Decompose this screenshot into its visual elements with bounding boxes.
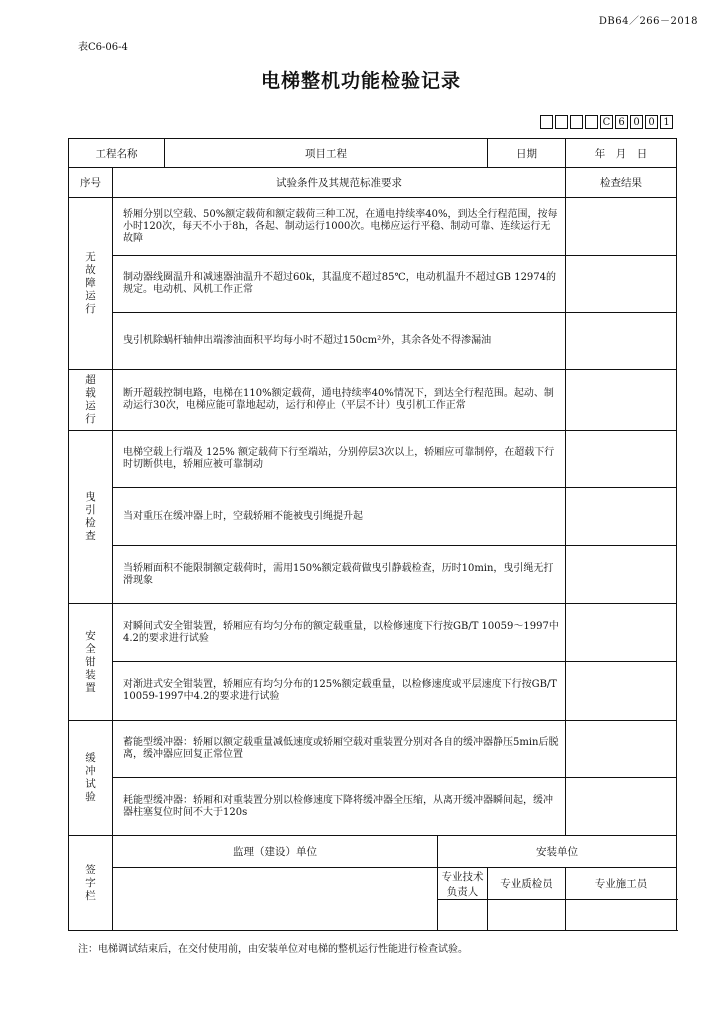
requirement-text: 轿厢分别以空载、50%额定载荷和额定载荷三种工况，在通电持续率40%，到达全行程范围，按每小时120次，每天不小于8h，各起、制动运行1000次。电梯应运行平稳、制动可靠、连续运行无故障 [113, 198, 566, 256]
supervision-unit-label: 监理（建设）单位 [113, 836, 438, 868]
category-label: 超载运行 [85, 374, 96, 425]
code-box: 1 [660, 115, 673, 129]
inspection-form-table [68, 138, 677, 931]
requirement-text: 当轿厢面积不能限制额定载荷时，需用150%额定载荷做曳引静载检查，历时10min，曳引绳无打滑现象 [113, 546, 566, 604]
record-code-boxes [540, 115, 673, 129]
result-cell[interactable] [566, 778, 677, 836]
code-box[interactable] [555, 115, 568, 129]
project-name-label: 工程名称 [69, 139, 165, 168]
result-cell[interactable] [566, 604, 677, 662]
installation-unit-label: 安装单位 [438, 836, 677, 868]
category-buffer-test [69, 721, 113, 836]
project-name-value[interactable]: 项目工程 [165, 139, 488, 168]
result-cell[interactable] [566, 546, 677, 604]
role-quality-inspector: 专业质检员 [488, 868, 566, 900]
result-cell[interactable] [566, 662, 677, 721]
category-label: 无故障运行 [85, 251, 96, 315]
requirement-text: 电梯空载上行端及 125% 额定载荷下行至端站，分别停层3次以上，轿厢应可靠制停，在超载下行时切断供电，轿厢应被可靠制动 [113, 431, 566, 488]
result-cell[interactable] [566, 431, 677, 488]
code-box[interactable] [570, 115, 583, 129]
form-number: 表C6-06-4 [78, 42, 128, 53]
result-cell[interactable] [566, 313, 677, 370]
requirement-text: 蓄能型缓冲器：轿厢以额定载重量减低速度或轿厢空载对重装置分别对各自的缓冲器静压5min后脱离，缓冲器应回复正常位置 [113, 721, 566, 778]
code-box: 0 [630, 115, 643, 129]
result-cell[interactable] [566, 198, 677, 256]
result-cell[interactable] [566, 256, 677, 313]
requirement-text: 对渐进式安全钳装置，轿厢应有均匀分布的125%额定载重量，以检修速度或平层速度下行按GB/T 10059-1997中4.2的要求进行试验 [113, 662, 566, 721]
category-label: 曳引检查 [85, 491, 96, 542]
signature-label: 签字栏 [85, 863, 96, 902]
footnote: 注：电梯调试结束后，在交付使用前，由安装单位对电梯的整机运行性能进行检查试验。 [78, 944, 468, 955]
code-box: 0 [645, 115, 658, 129]
result-cell[interactable] [566, 721, 677, 778]
result-column-header: 检查结果 [566, 168, 677, 198]
signature-section [69, 836, 113, 931]
result-cell[interactable] [566, 488, 677, 546]
requirement-text: 当对重压在缓冲器上时，空载轿厢不能被曳引绳提升起 [113, 488, 566, 546]
requirement-column-header: 试验条件及其规范标准要求 [113, 168, 566, 198]
requirement-text: 对瞬间式安全钳装置，轿厢应有均匀分布的额定载重量，以检修速度下行按GB/T 10059～1997中4.2的要求进行试验 [113, 604, 566, 662]
category-label: 缓冲试验 [85, 752, 96, 803]
constructor-signature-cell[interactable] [566, 900, 677, 931]
code-box: 6 [615, 115, 628, 129]
technical-lead-signature-cell[interactable] [438, 900, 488, 931]
date-value[interactable]: 年 月 日 [566, 139, 677, 168]
role-technical-lead: 专业技术负责人 [438, 868, 488, 900]
category-safety-gear [69, 604, 113, 721]
code-box: C [600, 115, 613, 129]
role-constructor: 专业施工员 [566, 868, 677, 900]
result-cell[interactable] [566, 370, 677, 431]
supervision-signature-cell[interactable] [113, 868, 438, 931]
requirement-text: 制动器线圈温升和减速器油温升不超过60k，其温度不超过85℃，电动机温升不超过GB 12974的规定。电动机、风机工作正常 [113, 256, 566, 313]
category-traction-check [69, 431, 113, 604]
standard-number: DB64／266－2018 [598, 16, 698, 27]
category-label: 安全钳装置 [85, 629, 96, 694]
requirement-text: 断开超载控制电路，电梯在110%额定载荷，通电持续率40%情况下，到达全行程范围。起动、制动运行30次，电梯应能可靠地起动，运行和停止（平层不计）曳引机工作正常 [113, 370, 566, 431]
page-title: 电梯整机功能检验记录 [260, 70, 461, 92]
requirement-text: 曳引机除蜗杆轴伸出端渗油面积平均每小时不超过150cm²外，其余各处不得渗漏油 [113, 313, 566, 370]
quality-inspector-signature-cell[interactable] [488, 900, 566, 931]
category-no-fault-run [69, 198, 113, 370]
seq-column-header: 序号 [69, 168, 113, 198]
requirement-text: 耗能型缓冲器：轿厢和对重装置分别以检修速度下降将缓冲器全压缩，从离开缓冲器瞬间起，缓冲器柱塞复位时间不大于120s [113, 778, 566, 836]
code-box[interactable] [540, 115, 553, 129]
code-box[interactable] [585, 115, 598, 129]
date-label: 日期 [488, 139, 566, 168]
category-overload-run [69, 370, 113, 431]
